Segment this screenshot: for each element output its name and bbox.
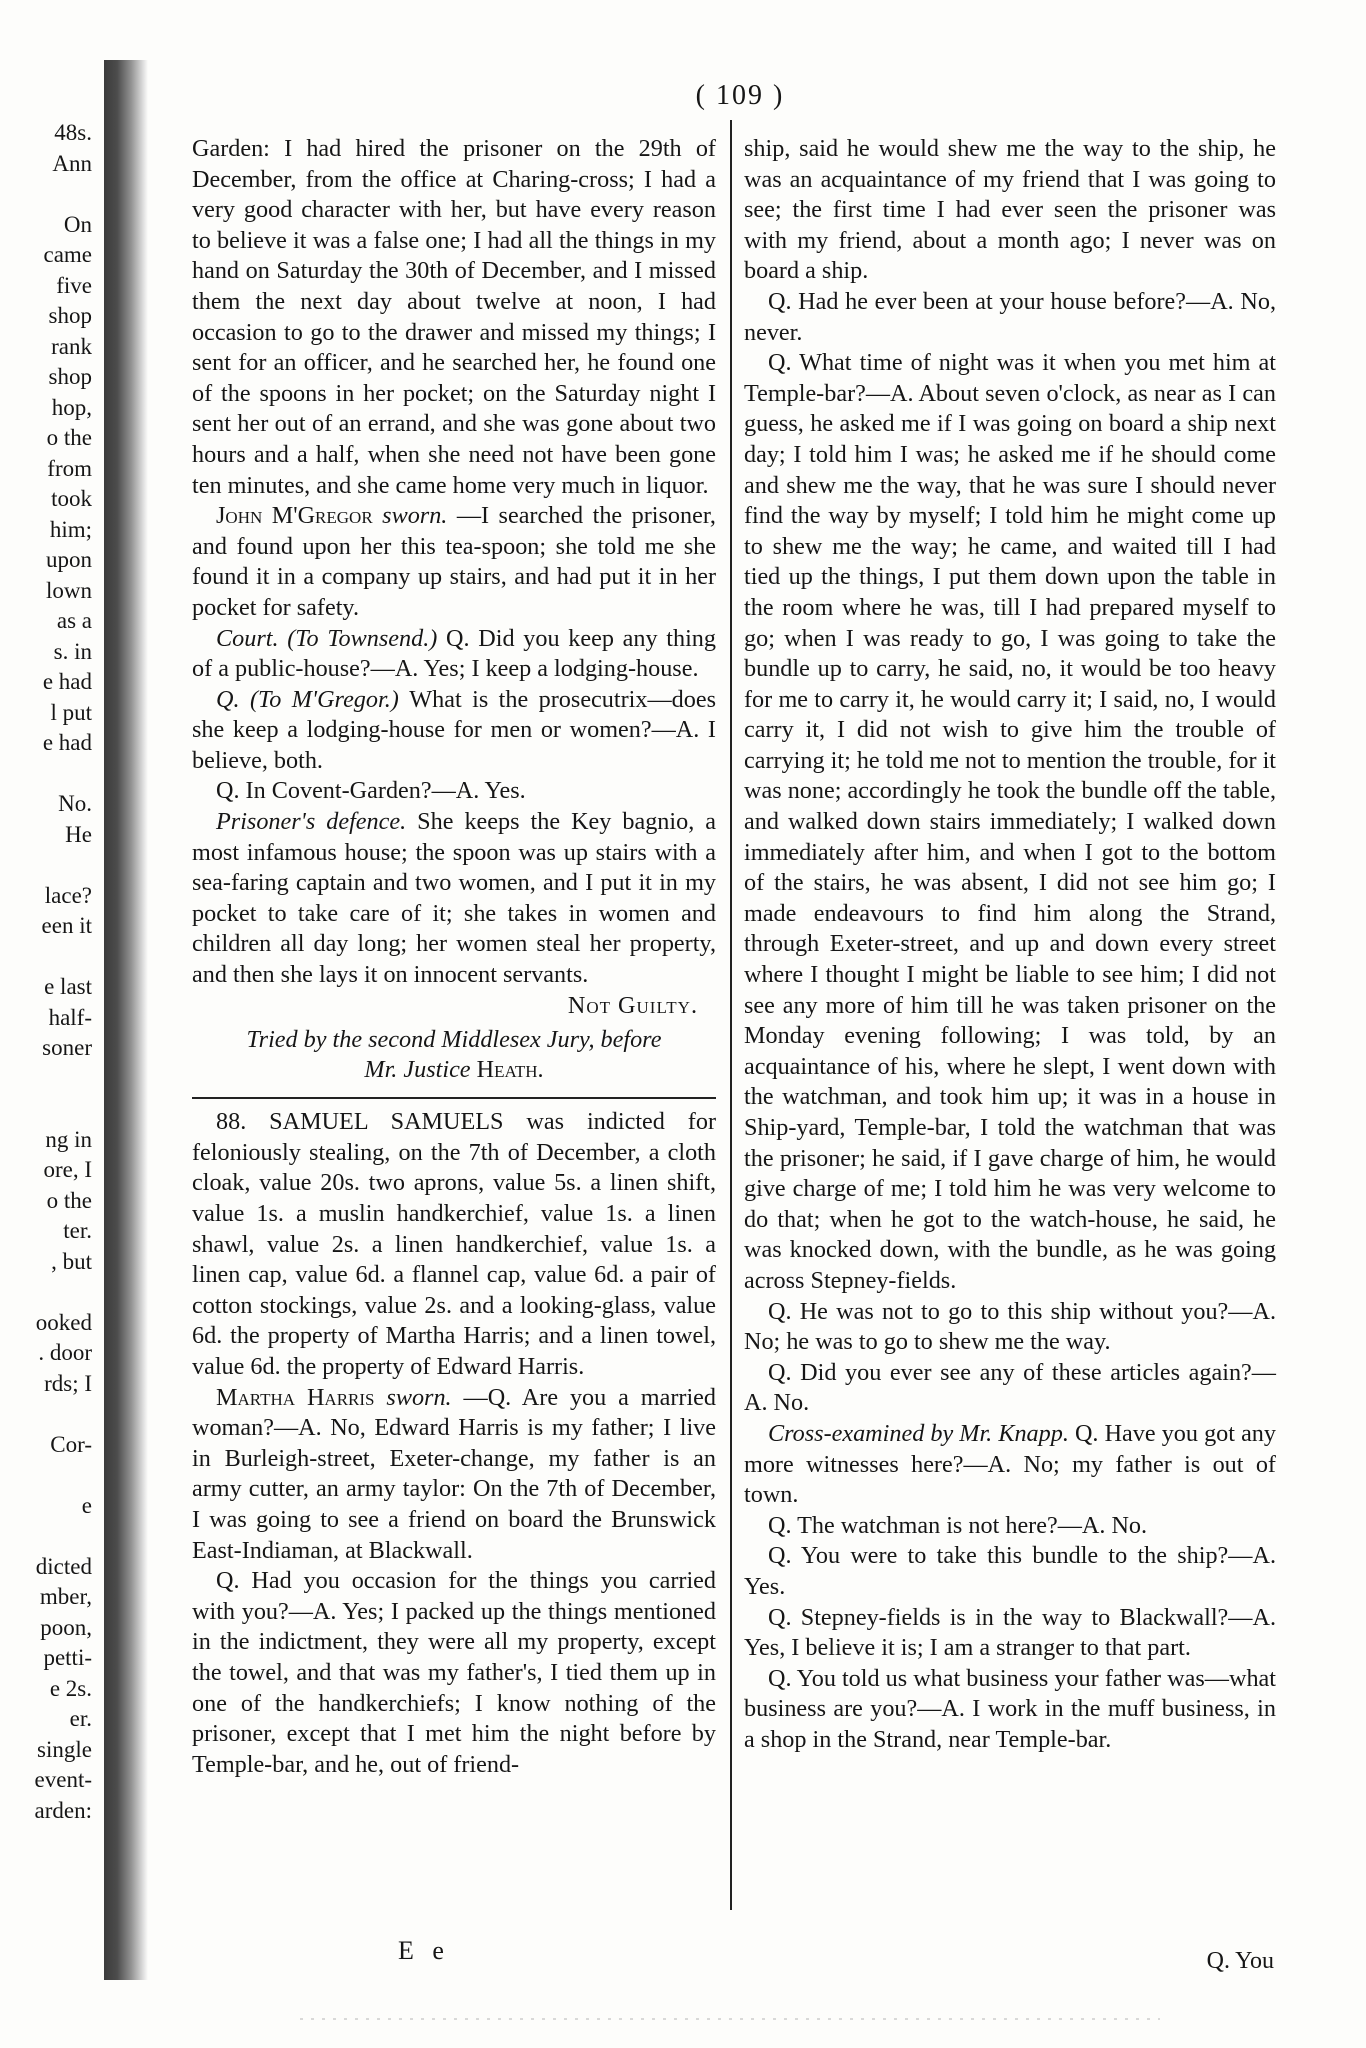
case-separator-rule <box>192 1097 716 1099</box>
paragraph-text: Q. What time of night was it when you met him at Temple-bar?—A. About seven o'clock, as near as I can guess, he asked me if I was going on board a ship next day; I told him I was; he asked me if he should come and shew me the way, that he was sure I should never find the way by myself; I told him he might come up to shew me the way; he came, and waited till I had tied up the things, I put them down upon the table in the room where he was, till I had prepared myself to go; when I was ready to go, I was going to take the bundle up to carry, he said, no, it would be too heavy for me to carry it, he would carry it; I said, no, I would carry it, I did not wish to give him the trouble of carrying it; he told me not to mention the trouble, for it was none; accordingly he took the bundle off the table, and walked down stairs immediately; I walked down immediately after him, and when I got to the bottom of the stairs, he was absent, I did not see him go; I made endeavours to find him along the Strand, through Exeter-street, and up and down every street where I thought I might be liable to see him; I did not see any more of him till he was taken prisoner on the Monday evening following; I was told, by an acquaintance of his, where he slept, I went down with the watchman, and took him up; it was in a house in Ship-yard, Temple-bar, I told the watchman that was the prisoner; he said, if I gave charge of him, he would give charge of me; I told him he was very welcome to do that; when he got to the watch-house, he said, he was knocked down, with the bundle, as he was going across Stepney-fields. <box>744 349 1277 1294</box>
paragraph <box>192 776 716 807</box>
paragraph <box>744 134 1276 287</box>
edge-fragment: single <box>37 1736 92 1762</box>
edge-fragment: half- <box>48 1004 92 1030</box>
edge-fragment: , but <box>51 1248 92 1274</box>
paragraph <box>192 501 716 623</box>
paragraph <box>192 1107 716 1382</box>
edge-fragment: lace? <box>44 882 92 908</box>
paragraph-text: Q. Have you got any more witnesses here?—A. No; my father is out of town. <box>744 1419 1276 1509</box>
edge-fragment: een it <box>41 913 92 938</box>
edge-fragment: mber, <box>39 1584 92 1609</box>
trial-note <box>192 1025 716 1085</box>
edge-fragment: 48s. <box>54 120 92 145</box>
edge-fragment: shop <box>48 303 92 328</box>
edge-fragment: rds; I <box>44 1370 92 1396</box>
paragraph-text: Garden: I had hired the prisoner on the 29th of December, from the office at Charing-cross; I had a very good character with her, but have every reason to believe it was a false one; I had all the things in my hand on Saturday the 30th of December, and I missed them the next day about twelve at noon, I had occasion to go to the drawer and missed my things; I sent for an officer, and he searched her, he found one of the spoons in her pocket; on the Saturday night I sent her out of an errand, and she was gone about two hours and a half, when she need not have been gone ten minutes, and she came home very much in liquor. <box>192 135 716 499</box>
edge-fragment: took <box>51 486 92 511</box>
adjacent-page-edge-text <box>0 118 92 1998</box>
paragraph-text: Q. The watchman is not here?—A. No. <box>768 1511 1148 1539</box>
paragraph <box>744 287 1276 348</box>
edge-fragment: e had <box>42 669 92 694</box>
edge-fragment: He <box>65 821 92 847</box>
edge-fragment: rank <box>51 333 92 359</box>
case-88-paragraphs <box>192 1107 716 1780</box>
signature-mark: E e <box>398 1936 450 1965</box>
edge-fragment: lown <box>46 577 92 603</box>
italic-lead: Cross-examined by Mr. Knapp. <box>768 1419 1075 1447</box>
edge-fragment <box>0 1094 92 1125</box>
paragraph <box>744 1541 1276 1602</box>
paragraph <box>744 1358 1276 1419</box>
paragraph <box>744 1511 1276 1542</box>
edge-fragment <box>0 179 92 210</box>
trial-note-line-1: Tried by the second Middlesex Jury, before <box>246 1026 662 1054</box>
paragraph-text: What is the prosecutrix—does she keep a lodging-house for men or women?—A. I believe, both. <box>192 685 716 774</box>
paragraph-text: Q. He was not to go to this ship without you?—A. No; he was to go to shew me the way. <box>744 1297 1276 1356</box>
edge-fragment: Cor- <box>50 1431 92 1457</box>
edge-fragment: arden: <box>34 1797 92 1823</box>
verdict: Not Guilty. <box>567 991 698 1019</box>
edge-fragment <box>0 942 92 973</box>
edge-fragment: On <box>63 211 92 237</box>
trial-note-prefix: Mr. Justice <box>364 1056 471 1084</box>
edge-fragment: No. <box>58 791 92 816</box>
edge-fragment: ore, I <box>43 1157 92 1182</box>
scan-noise <box>300 2018 1160 2020</box>
right-column <box>744 134 1276 1755</box>
paragraph-text: Q. You told us what business your father was—what business are you?—A. I work in the muff business, in a shop in the Strand, near Temple-bar. <box>744 1664 1276 1753</box>
left-column <box>192 134 716 1780</box>
paragraph <box>192 1383 716 1567</box>
edge-fragment: upon <box>46 547 92 572</box>
catchword: Q. You <box>1206 1948 1274 1974</box>
paragraph-text: Q. Did you ever see any of these articles again?—A. No. <box>744 1358 1276 1417</box>
edge-fragment: soner <box>42 1035 92 1060</box>
edge-fragment: l put <box>50 699 92 725</box>
italic-lead: Q. (To M'Gregor.) <box>216 685 410 713</box>
paragraph <box>192 1566 716 1780</box>
edge-fragment: er. <box>69 1706 92 1731</box>
edge-fragment <box>0 1521 92 1552</box>
paragraph-text: Q. Had he ever been at your house before?—A. No, never. <box>744 287 1276 346</box>
paragraph-text: Q. Stepney-fields is in the way to Blackwall?—A. Yes, I believe it is; I am a stranger to that part. <box>744 1603 1276 1662</box>
edge-fragment <box>0 1064 92 1095</box>
paragraph <box>744 1603 1276 1664</box>
edge-fragment: shop <box>48 364 92 389</box>
binding-shadow <box>104 60 148 1980</box>
paragraph-text: She keeps the Key bagnio, a most infamous house; the spoon was up stairs with a sea-faring captain and two women, and I put it in my pocket to take care of it; she takes in women and children all day long; her women steal her property, and then she lays it on innocent servants. <box>192 808 717 989</box>
edge-fragment: s. in <box>53 638 92 664</box>
edge-fragment: e had <box>42 730 92 755</box>
paragraph <box>192 685 716 777</box>
speaker-name: Martha Harris <box>216 1383 387 1411</box>
edge-fragment: o the <box>46 425 92 450</box>
speaker-name: John M'Gregor <box>216 502 383 530</box>
paragraph <box>744 1419 1276 1511</box>
column-rule <box>730 120 732 1910</box>
italic-lead: sworn. <box>386 1383 464 1411</box>
paragraph <box>744 1297 1276 1358</box>
left-column-paragraphs <box>192 134 716 991</box>
edge-fragment: e last <box>44 974 92 999</box>
paragraph-text: Q. Had you occasion for the things you carried with you?—A. Yes; I packed up the things mentioned in the indictment, they were all my property, except the towel, and that was my father's, I tied them up in one of the handkerchiefs; I know nothing of the prisoner, except that I met him the night before by Temple-bar, and he, out of friend- <box>192 1567 716 1778</box>
paragraph <box>192 624 716 685</box>
edge-fragment: ter. <box>63 1218 92 1243</box>
edge-fragment <box>0 1399 92 1430</box>
paragraph <box>744 348 1276 1296</box>
paragraph-text: —I searched the prisoner, and found upon her this tea-spoon; she told me she found it in a company up stairs, and had put it in her pocket for safety. <box>192 502 716 621</box>
edge-fragment: ooked <box>35 1309 92 1335</box>
edge-fragment: e 2s. <box>49 1675 92 1701</box>
edge-fragment: hop, <box>51 394 92 420</box>
edge-fragment: him; <box>49 516 92 542</box>
edge-fragment: Ann <box>52 150 92 176</box>
edge-fragment <box>0 850 92 881</box>
edge-fragment: ng in <box>45 1126 92 1152</box>
edge-fragment <box>0 759 92 790</box>
italic-lead: Court. (To Townsend.) <box>216 624 447 652</box>
edge-fragment: event- <box>34 1767 92 1792</box>
paragraph-text: Q. You were to take this bundle to the ship?—A. Yes. <box>744 1542 1276 1600</box>
paragraph-text: —Q. Are you a married woman?—A. No, Edward Harris is my father; I live in Burleigh-street, Exeter-change, my father is an army cutter, an army taylor: On the 7th of December, I was going to see a friend on board the Brunswick East-Indiaman, at Blackwall. <box>192 1383 716 1564</box>
edge-fragment: as a <box>56 608 92 633</box>
edge-fragment <box>0 1277 92 1308</box>
edge-fragment: came <box>43 242 92 267</box>
paragraph <box>192 134 716 501</box>
trial-note-line-2 <box>192 1055 716 1085</box>
edge-fragment <box>0 1460 92 1491</box>
edge-fragment: dicted <box>35 1553 92 1579</box>
judge-name: Heath. <box>476 1056 544 1084</box>
paragraph <box>192 807 716 991</box>
italic-lead: sworn. <box>382 502 457 530</box>
right-column-paragraphs <box>744 134 1276 1755</box>
edge-fragment: poon, <box>40 1614 92 1640</box>
edge-fragment: five <box>56 272 92 298</box>
paragraph-text: Q. Did you keep any thing of a public-house?—A. Yes; I keep a lodging-house. <box>192 624 716 683</box>
edge-fragment: . door <box>38 1340 92 1365</box>
edge-fragment: from <box>47 455 92 481</box>
paragraph-text: ship, said he would shew me the way to the ship, he was an acquaintance of my friend that I was going to see; the first time I had ever seen the prisoner was with my friend, about a month ago; I never was on board a ship. <box>744 135 1276 285</box>
paragraph-text: Q. In Covent-Garden?—A. Yes. <box>216 777 526 805</box>
edge-fragment: petti- <box>43 1645 92 1670</box>
italic-lead: Prisoner's defence. <box>216 808 418 836</box>
edge-fragment: e <box>81 1492 92 1518</box>
page-number: ( 109 ) <box>695 80 785 111</box>
paragraph-text: 88. SAMUEL SAMUELS was indicted for feloniously stealing, on the 7th of December, a cloth cloak, value 20s. two aprons, value 5s. a linen shift, value 1s. a muslin handkerchief, value 1s. a linen shawl, value 2s. a linen handkerchief, value 1s. a linen cap, value 6d. a flannel cap, value 6d. a pair of cotton stockings, value 2s. and a looking-glass, value 6d. the property of Martha Harris; and a linen towel, value 6d. the property of Edward Harris. <box>192 1108 716 1380</box>
edge-fragment: o the <box>46 1187 92 1213</box>
paragraph <box>744 1664 1276 1756</box>
